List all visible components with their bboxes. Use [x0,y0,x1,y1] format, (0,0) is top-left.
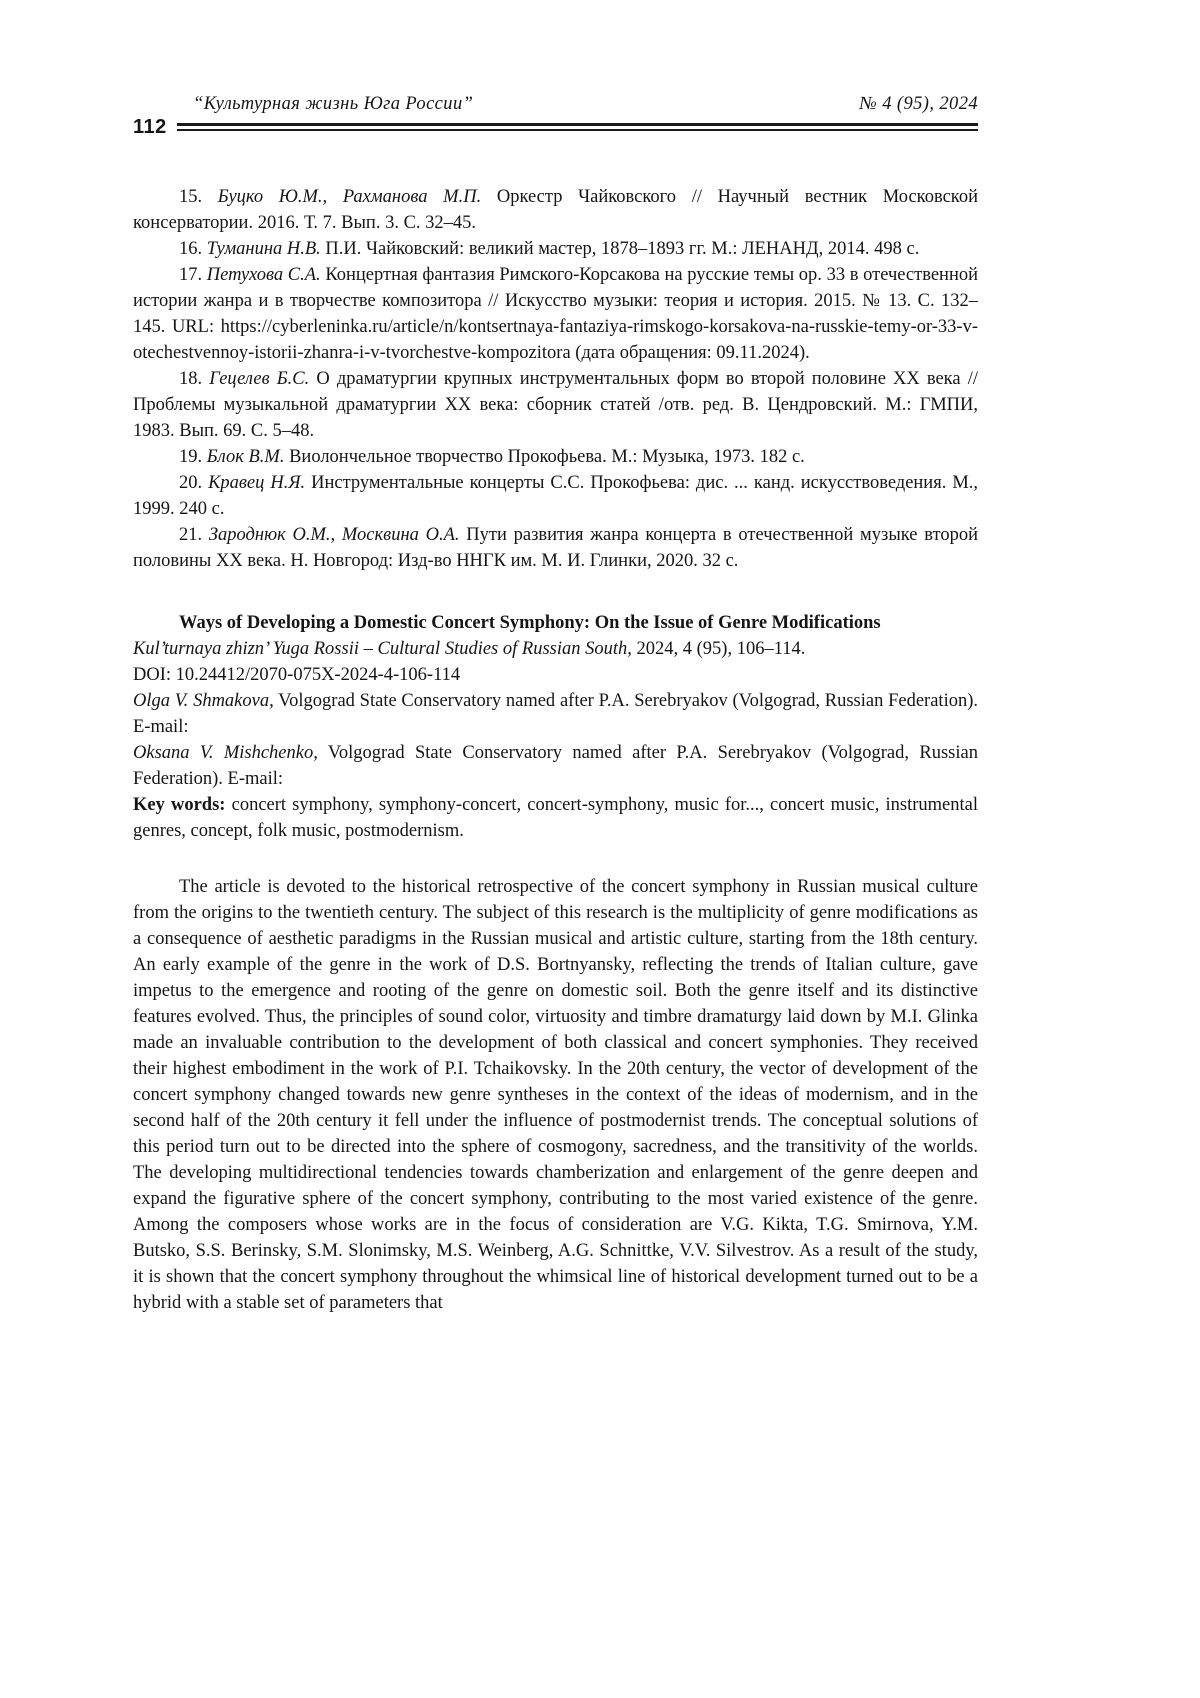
reference-list [133,184,978,574]
author-affiliation: Volgograd State Conservatory named after P.A. Serebryakov (Volgograd, Russian Federation). E-mail: [133,743,978,789]
reference-text: Концертная фантазия Римского-Корсакова на русские темы ор. 33 в отечественной истории жанра и в творчестве композитора // Искусство музыки: теория и история. 2015. № 13. С. 132–145. URL: https://cyberleninka.ru/article/n/kontsertnaya-fantaziya-rimskogo-korsakova-na-russkie-temy-or-33-v-otechestvennoy-istorii-zhanra-i-v-tvorchestve-kompozitora (дата обращения: 09.11.2024). [133,265,979,363]
header-rule-bottom [177,129,978,131]
abstract-section [133,874,978,1316]
doi-line: DOI: 10.24412/2070-075X-2024-4-106-114 [133,665,461,685]
reference-text: П.И. Чайковский: великий мастер, 1878–1893 гг. М.: ЛЕНАНД, 2014. 498 с. [325,239,920,259]
reference-authors: Петухова С.А. [206,265,321,285]
page-content [133,92,978,1316]
reference-item [133,184,978,236]
author-line [133,688,978,740]
reference-text: Пути развития жанра концерта в отечественной музыке второй половины XX века. Н. Новгород: Изд-во ННГК им. М. И. Глинки, 2020. 32 с. [133,525,978,571]
reference-item [133,236,978,262]
reference-number: 18. [179,369,203,389]
reference-item [133,470,978,522]
journal-citation-issue: 2024, 4 (95), 106–114. [636,639,806,659]
reference-text: О драматургии крупных инструментальных форм во второй половине XX века // Проблемы музыкальной драматургии XX века: сборник статей /отв. ред. В. Цендровский. М.: ГМПИ, 1983. Вып. 69. С. 5–48. [133,369,978,441]
journal-title: “Культурная жизнь Юга России” [193,94,474,114]
reference-number: 17. [179,265,203,285]
reference-item [133,366,978,444]
reference-authors: Зароднюк О.М., Москвина О.А. [208,525,460,545]
running-head-rule-row [133,118,978,136]
keywords-text: concert symphony, symphony-concert, concert-symphony, music for..., concert music, instrumental genres, concept, folk music, postmodernism. [133,795,979,841]
author-name: Oksana V. Mishchenko, [133,743,318,763]
reference-text: Оркестр Чайковского // Научный вестник Московской консерватории. 2016. Т. 7. Вып. 3. С. 32–45. [133,187,978,233]
issue-info: № 4 (95), 2024 [859,94,978,114]
reference-text: Инструментальные концерты С.С. Прокофьева: дис. ... канд. искусствоведения. М., 1999. 240 с. [133,473,979,519]
author-line [133,740,978,792]
keywords-line [133,792,978,844]
reference-authors: Буцко Ю.М., Рахманова М.П. [217,187,482,207]
running-head-text-row [133,92,978,116]
article-title-en: Ways of Developing a Domestic Concert Symphony: On the Issue of Genre Modifications [179,613,881,633]
keywords-label: Key words: [133,795,226,815]
reference-item [133,444,978,470]
running-head [133,92,978,136]
reference-text: Виолончельное творчество Прокофьева. М.: Музыка, 1973. 182 с. [289,447,805,467]
author-name: Olga V. Shmakova, [133,691,274,711]
reference-number: 16. [179,239,203,259]
english-metadata-section [133,610,978,844]
journal-citation [133,636,978,662]
reference-number: 15. [179,187,203,207]
reference-number: 19. [179,447,203,467]
reference-authors: Блок В.М. [206,447,285,467]
reference-authors: Туманина Н.В. [206,239,321,259]
reference-authors: Кравец Н.Я. [208,473,306,493]
journal-citation-name: Kul’turnaya zhizn’ Yuga Rossii – Cultural Studies of Russian South, [133,639,632,659]
reference-item [133,522,978,574]
reference-number: 20. [179,473,203,493]
header-rule-top [177,123,978,126]
author-affiliation: Volgograd State Conservatory named after P.A. Serebryakov (Volgograd, Russian Federation). E-mail: [133,691,978,737]
abstract-paragraph: The article is devoted to the historical retrospective of the concert symphony in Russian musical culture from the origins to the twentieth century. The subject of this research is the multiplicity of genre modifications as a consequence of aesthetic paradigms in the Russian musical and artistic culture, starting from the 18th century. An early example of the genre in the work of D.S. Bortnyansky, reflecting the trends of Italian culture, gave impetus to the emergence and rooting of the genre on domestic soil. Both the genre itself and its distinctive features evolved. Thus, the principles of sound color, virtuosity and timbre dramaturgy laid down by M.I. Glinka made an invaluable contribution to the development of both classical and concert symphonies. They received their highest embodiment in the work of P.I. Tchaikovsky. In the 20th century, the vector of development of the concert symphony changed towards new genre syntheses in the context of the ideas of modernism, and in the second half of the 20th century it fell under the influence of postmodernist trends. The conceptual solutions of this period turn out to be directed into the sphere of cosmogony, sacredness, and the transitivity of the worlds. The developing multidirectional tendencies towards chamberization and enlargement of the genre deepen and expand the figurative sphere of the concert symphony, contributing to the most varied existence of the genre. Among the composers whose works are in the focus of consideration are V.G. Kikta, T.G. Smirnova, Y.M. Butsko, S.S. Berinsky, S.M. Slonimsky, M.S. Weinberg, A.G. Schnittke, V.V. Silvestrov. As a result of the study, it is shown that the concert symphony throughout the whimsical line of historical development turned out to be a hybrid with a stable set of parameters that [133,877,978,1313]
reference-item [133,262,978,366]
reference-authors: Гецелев Б.С. [209,369,310,389]
reference-number: 21. [179,525,203,545]
header-double-rule [177,123,978,131]
page-number: 112 [133,116,167,138]
